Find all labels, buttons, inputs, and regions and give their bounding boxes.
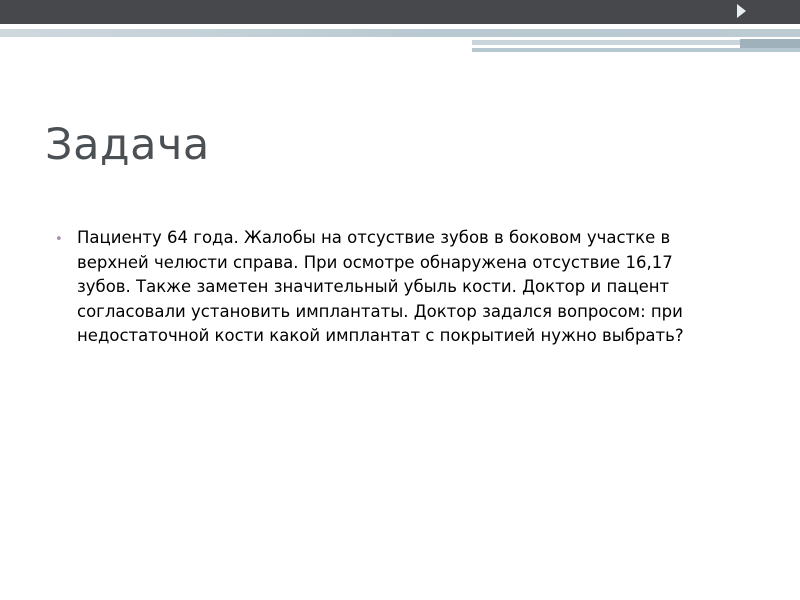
task-description: Пациенту 64 года. Жалобы на отсуствие зубов в боковом участке в верхней челюсти справа. При осмотре обнаружена отсуствие 16,17 зубов. Также заметен значительный убыль кости. Доктор и пацент согласовали установить имплантаты. Доктор задался вопросом: при недостаточной кости какой имплантат с покрытией нужно выбрать? [77,228,684,345]
bullet-item [55,226,735,349]
arrow-decoration-icon [737,4,746,18]
top-header-bar [0,0,800,24]
decorative-stripe-short-lower [472,48,800,52]
decorative-stripe [0,29,800,37]
slide-body [55,226,735,349]
decorative-stripe-accent [740,39,800,48]
slide-title: Задача [45,120,210,170]
bullet-icon: • [55,232,63,247]
